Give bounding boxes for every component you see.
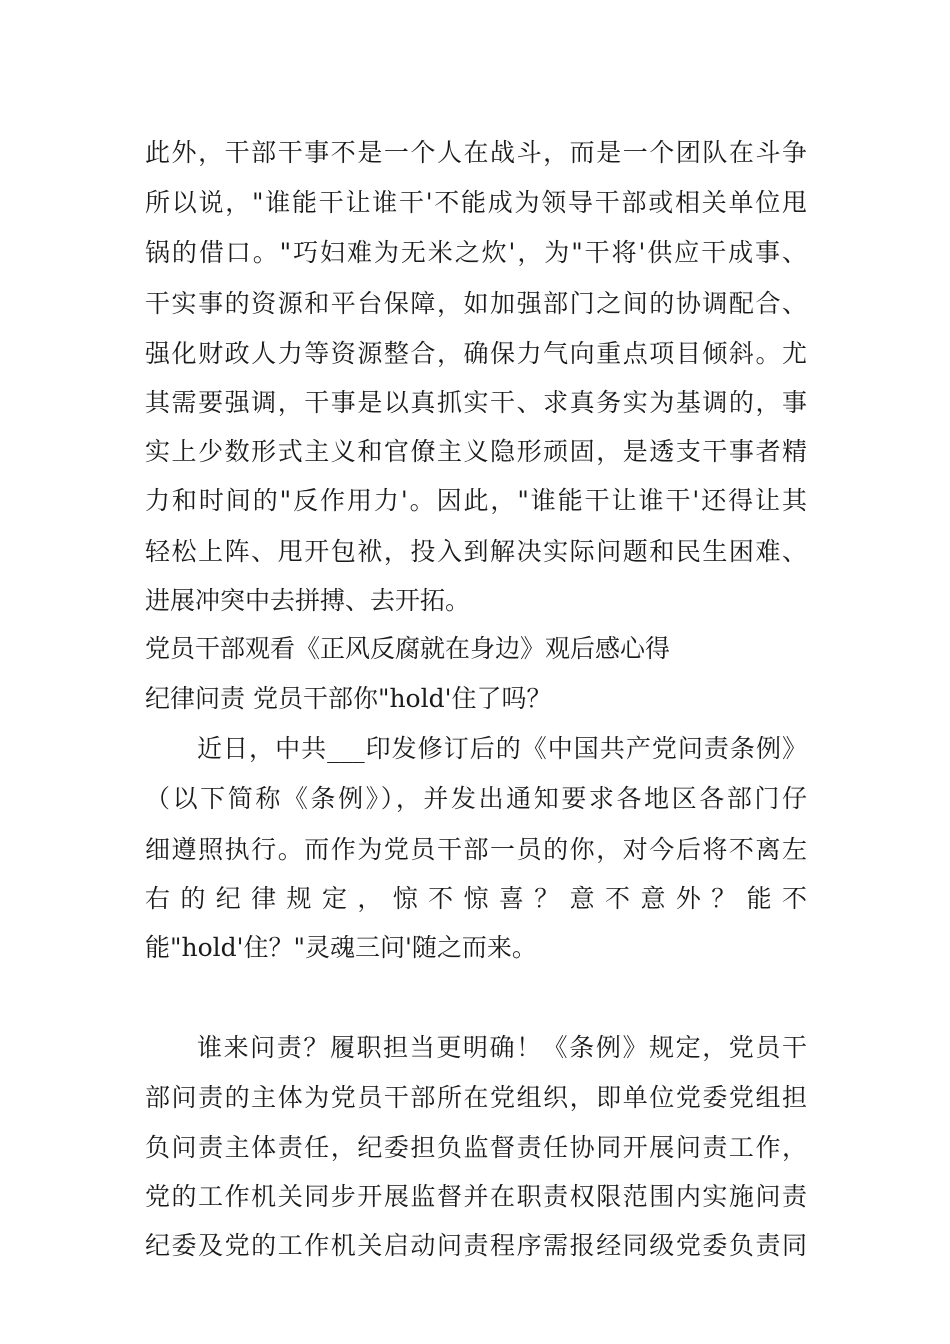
text-line: 强化财政人力等资源整合，确保力气向重点项目倾斜。尤 [145, 339, 807, 368]
text-line: 右 的 纪 律 规 定 ， 惊 不 惊 喜 ？ 意 不 意 外 ？ 能 不 [145, 884, 807, 913]
text-line: 能"hold'住？"灵魂三问'随之而来。 [145, 933, 537, 962]
text-line: 其需要强调，干事是以真抓实干、求真务实为基调的，事 [145, 388, 807, 417]
text-line: 细遵照执行。而作为党员干部一员的你，对今后将不离左 [145, 835, 807, 864]
heading-title: 党员干部观看《正风反腐就在身边》观后感心得 [145, 634, 671, 663]
text-line: 干实事的资源和平台保障，如加强部门之间的协调配合、 [145, 289, 807, 318]
text-line: 此外，干部干事不是一个人在战斗，而是一个团队在斗争 [145, 138, 807, 167]
text-line: 锅的借口。"巧妇难为无米之炊'，为"干将'供应干成事、 [145, 238, 807, 267]
text-line: 党的工作机关同步开展监督并在职责权限范围内实施问责 [145, 1182, 807, 1211]
text-line: 负问责主体责任，纪委担负监督责任协同开展问责工作， [145, 1133, 807, 1162]
text-line: 力和时间的"反作用力'。因此，"谁能干让谁干'还得让其 [145, 486, 807, 515]
text-line: 进展冲突中去拼搏、去开拓。 [145, 586, 471, 615]
text-line: 轻松上阵、甩开包袱，投入到解决实际问题和民生困难、 [145, 537, 807, 566]
text-line: 谁来问责？履职担当更明确！《条例》规定，党员干 [197, 1033, 807, 1062]
heading-subtitle: 纪律问责 党员干部你"hold'住了吗？ [145, 684, 552, 713]
text-line: 纪委及党的工作机关启动问责程序需报经同级党委负责同 [145, 1231, 807, 1260]
text-line: 所以说，"谁能干让谁干'不能成为领导干部或相关单位甩 [145, 188, 807, 217]
text-line: 部问责的主体为党员干部所在党组织，即单位党委党组担 [145, 1083, 807, 1112]
text-line: 近日，中共___印发修订后的《中国共产党问责条例》 [197, 734, 807, 763]
text-line: （以下简称《条例》），并发出通知要求各地区各部门仔 [145, 784, 807, 813]
text-line: 实上少数形式主义和官僚主义隐形顽固，是透支干事者精 [145, 437, 807, 466]
